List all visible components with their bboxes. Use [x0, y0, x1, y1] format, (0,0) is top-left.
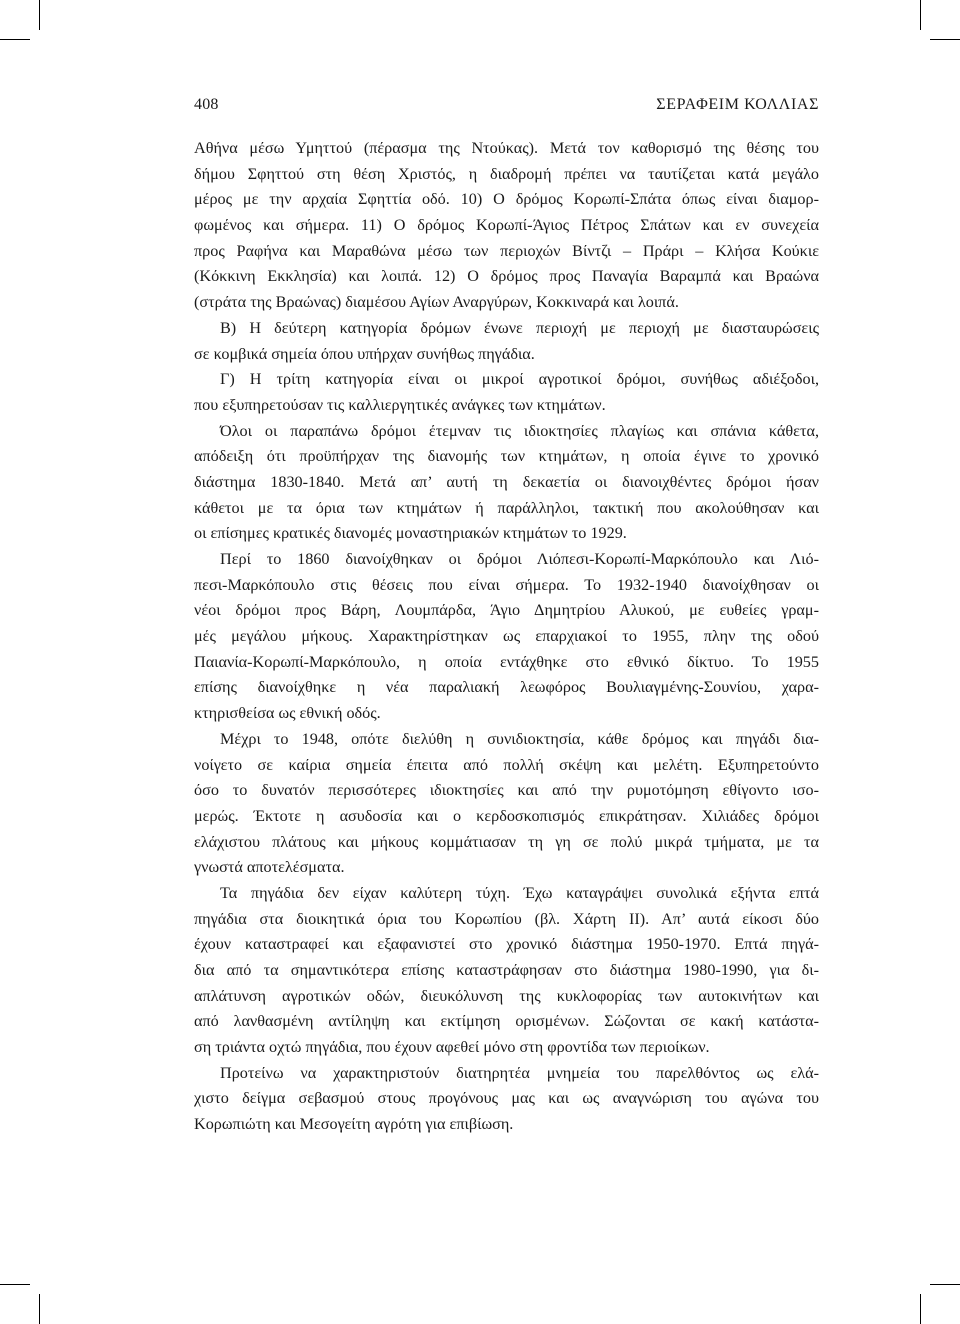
text-line: Κορωπιώτη και Μεσογείτη αγρότη για επιβίωση.: [194, 1115, 514, 1134]
text-line: οι επίσημες κρατικές διανομές μοναστηριακών κτημάτων το 1929.: [194, 524, 627, 543]
text-line: χιστο δείγμα σεβασμού στους προγόνους μας και ως αναγνώριση του αγώνα του: [194, 1089, 819, 1108]
text-line: Τα πηγάδια δεν είχαν καλύτερη τύχη. Έχω καταγράψει συνολικά εξήντα επτά: [220, 883, 819, 902]
text-line: απλάτυνση αγροτικών οδών, διευκόλυνση της κυκλοφορίας των αυτοκινήτων και: [194, 986, 819, 1005]
text-line: σε κομβικά σημεία όπου υπήρχαν συνήθως πηγάδια.: [194, 344, 535, 363]
crop-mark: [920, 1294, 921, 1324]
paragraph: [194, 419, 819, 547]
text-line: ση τριάντα οχτώ πηγάδια, που έχουν αφεθεί μόνο στη φροντίδα των περιοίκων.: [194, 1038, 710, 1057]
text-line: κτηρισθείσα ως εθνική οδός.: [194, 704, 381, 723]
text-line: έχουν καταστραφεί και εξαφανιστεί στο χρονικό διάστημα 1950-1970. Επτά πηγά-: [194, 935, 819, 954]
text-line: Προτείνω να χαρακτηριστούν διατηρητέα μνημεία του παρελθόντος ως ελά-: [220, 1063, 819, 1082]
paragraph: [194, 136, 819, 316]
page-number: 408: [194, 96, 219, 113]
text-line: (στράτα της Βραώνας) διαμέσου Αγίων Αναργύρων, Κοκκιναρά και λοιπά.: [194, 293, 679, 312]
text-line: φωμένος και σήμερα. 11) Ο δρόμος Κορωπί-Άγιος Πέτρος Σπάτων και εν συνεχεία: [194, 216, 819, 235]
paragraph: [194, 881, 819, 1061]
paragraph: [194, 547, 819, 727]
running-head: [194, 96, 819, 118]
text-line: όσο το δυνατόν περισσότερες ιδιοκτησίες και από την ρυμοτόμηση εθίγοντο ισο-: [194, 781, 819, 800]
text-line: επίσης διανοίχθηκε η νέα παραλιακή λεωφόρος Βουλιαγμένης-Σουνίου, χαρα-: [194, 678, 819, 697]
paragraph: [194, 316, 819, 367]
text-line: πεσι-Μαρκόπουλο στις θέσεις που είναι σήμερα. Το 1932-1940 διανοίχθησαν οι: [194, 575, 819, 594]
text-line: ελάχιστου πλάτους και μήκους κομμάτιασαν τη γη σε πολύ μικρά τμήματα, με τα: [194, 832, 819, 851]
crop-mark: [39, 0, 40, 30]
text-line: από λανθασμένη αντίληψη και εκτίμηση ορισμένων. Σώζονται σε κακή κατάστα-: [194, 1012, 819, 1031]
text-line: νέοι δρόμοι προς Βάρη, Λουμπάρδα, Άγιο Δημητρίου Αλυκού, με ευθείες γραμ-: [194, 601, 819, 620]
text-line: μέρος με την αρχαία Σφηττία οδό. 10) Ο δρόμος Κορωπί-Σπάτα όπως είναι διαμορ-: [194, 190, 819, 209]
text-line: Αθήνα μέσω Υμηττού (πέρασμα της Ντούκας). Μετά τον καθορισμό της θέσης του: [194, 139, 819, 157]
text-line: δήμου Σφηττού στη θέση Χριστός, η διαδρομή πρέπει να ταυτίζεται κατά μεγάλο: [194, 164, 819, 183]
text-line: μερώς. Έκτοτε η ασυδοσία και ο κερδοσκοπισμός επικράτησαν. Χιλιάδες δρόμοι: [194, 806, 819, 825]
text-line: γνωστά αποτελέσματα.: [194, 858, 345, 877]
text-line: διάστημα 1830-1840. Μετά απ’ αυτή τη δεκαετία οι διανοιχθέντες δρόμοι ήσαν: [194, 472, 819, 491]
text-line: απόδειξη ότι προϋπήρχαν της διανομής των κτημάτων, η οποία έγινε το χρονικό: [194, 447, 819, 466]
text-line: Παιανία-Κορωπί-Μαρκόπουλο, η οποία εντάχθηκε στο εθνικό δίκτυο. Το 1955: [194, 652, 819, 671]
crop-mark: [930, 39, 960, 40]
text-line: Μέχρι το 1948, οπότε διελύθη η συνιδιοκτησία, κάθε δρόμος και πηγάδι δια-: [220, 729, 819, 748]
paragraph: [194, 727, 819, 881]
text-line: Γ) Η τρίτη κατηγορία είναι οι μικροί αγροτικοί δρόμοι, συνήθως αδιέξοδοι,: [220, 370, 819, 389]
crop-mark: [0, 1284, 30, 1285]
paragraph: [194, 1061, 819, 1138]
text-line: Β) Η δεύτερη κατηγορία δρόμων ένωνε περιοχή με περιοχή με διασταυρώσεις: [220, 318, 819, 337]
text-line: Περί το 1860 διανοίχθηκαν οι δρόμοι Λιόπεσι-Κορωπί-Μαρκόπουλο και Λιό-: [220, 550, 819, 568]
text-line: Όλοι οι παραπάνω δρόμοι έτεμναν τις ιδιοκτησίες πλαγίως και σπάνια κάθετα,: [220, 421, 819, 440]
paragraph: [194, 367, 819, 418]
text-line: πηγάδια στα διοικητικά όρια του Κορωπίου (βλ. Χάρτη ΙΙ). Απ’ αυτά είκοσι δύο: [194, 909, 819, 928]
crop-mark: [0, 39, 30, 40]
text-line: μές μεγάλου μήκους. Χαρακτηρίστηκαν ως επαρχιακοί το 1955, πλην της οδού: [194, 627, 819, 646]
text-line: δια από τα σημαντικότερα επίσης καταστράφησαν στο διάστημα 1980-1990, για δι-: [194, 961, 819, 979]
text-line: προς Ραφήνα και Μαραθώνα μέσω των περιοχών Βίντζι – Πράρι – Κλήσα Κούκιε: [194, 241, 819, 260]
crop-mark: [930, 1284, 960, 1285]
text-line: κάθετοι με τα όρια των κτημάτων ή παράλληλοι, τακτική που ακολούθησαν και: [194, 498, 819, 517]
crop-mark: [920, 0, 921, 30]
running-head-author: ΣΕΡΑΦΕΙΜ ΚΟΛΛΙΑΣ: [656, 96, 819, 113]
body-text: [194, 136, 819, 1138]
text-line: που εξυπηρετούσαν τις καλλιεργητικές ανάγκες των κτημάτων.: [194, 395, 606, 414]
crop-mark: [39, 1294, 40, 1324]
text-line: (Κόκκινη Εκκλησία) και λοιπά. 12) Ο δρόμος προς Παναγία Βαραμπά και Βραώνα: [194, 267, 819, 286]
text-line: νοίγετο σε καίρια σημεία έπειτα από πολλή σκέψη και μελέτη. Εξυπηρετούντο: [194, 755, 819, 774]
